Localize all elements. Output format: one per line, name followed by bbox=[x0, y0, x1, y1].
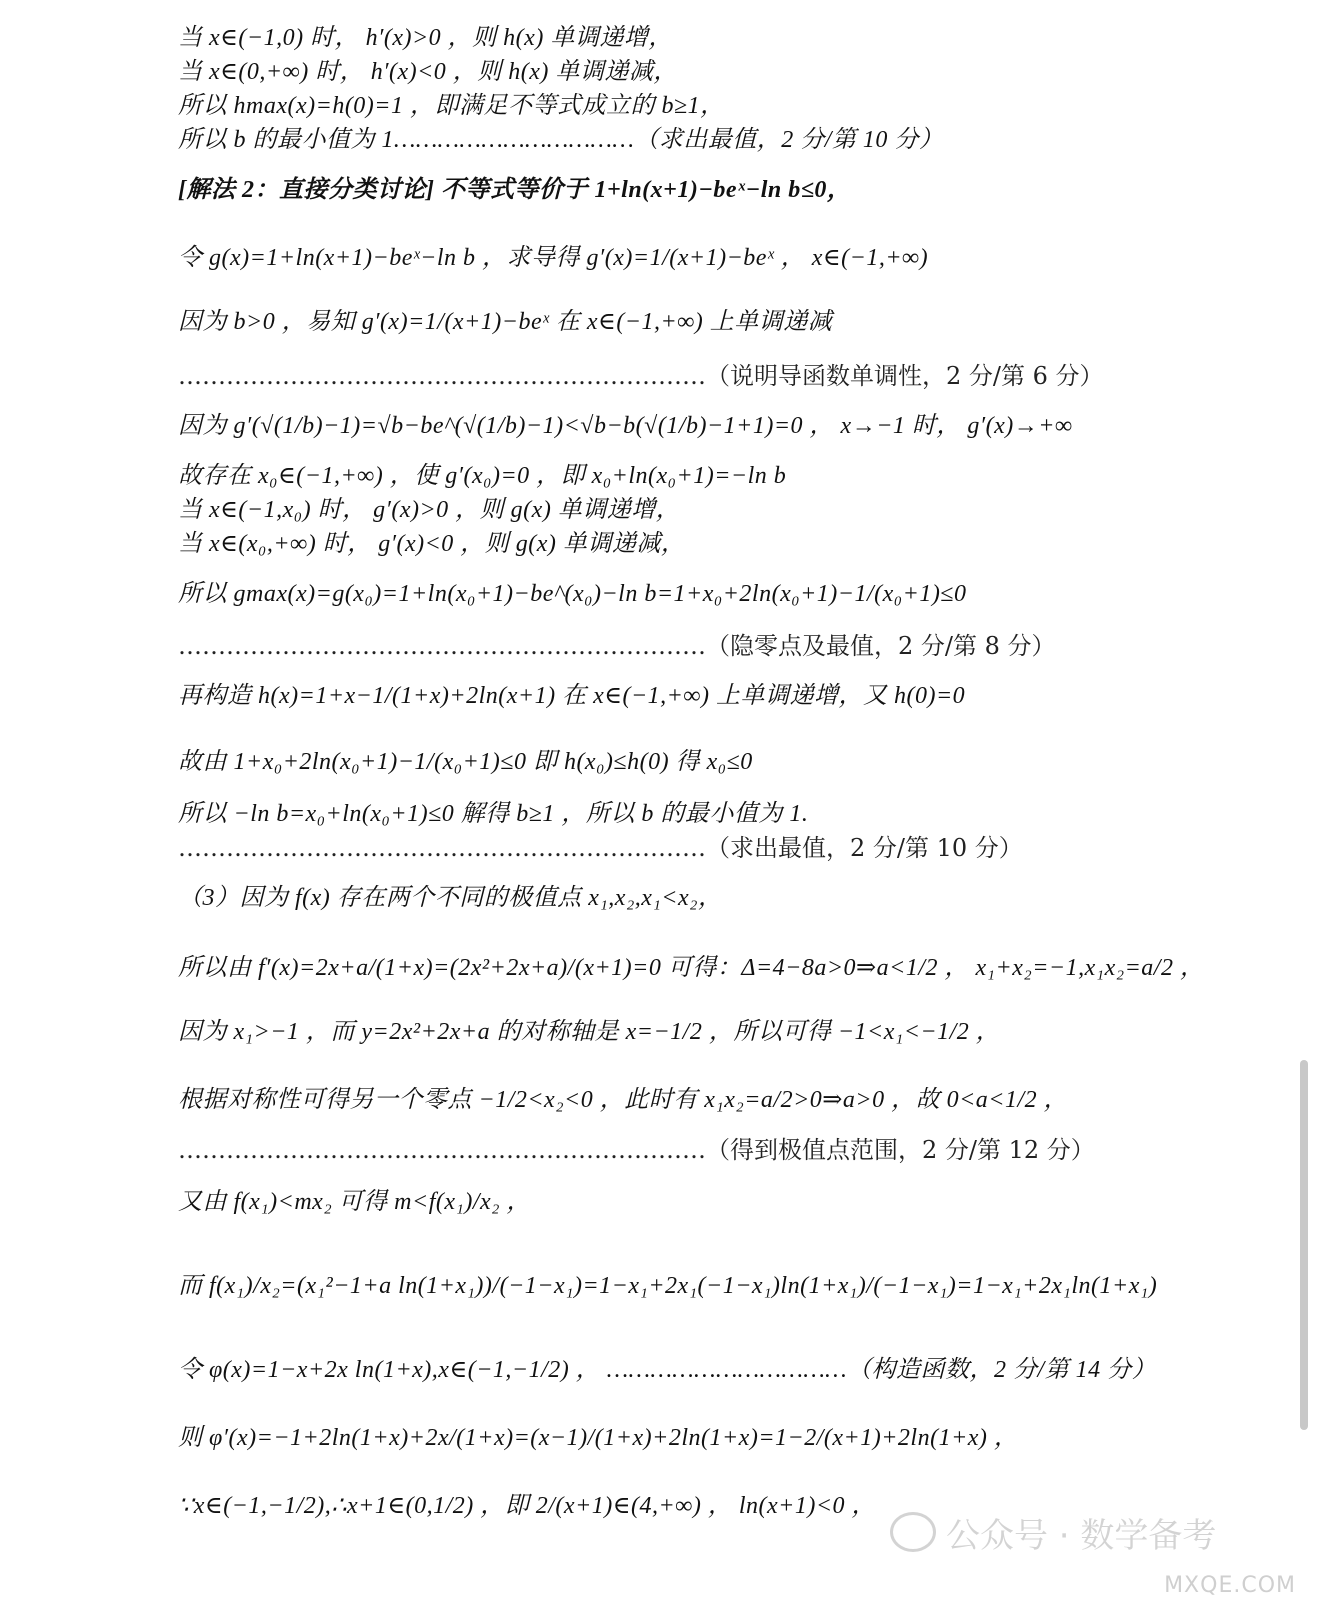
score-line-6: …………………………………………………………（说明导函数单调性，2 分/第 6 分） bbox=[178, 362, 1104, 390]
text-line-26: 令 φ(x)=1−x+2x ln(1+x),x∈(−1,−1/2) ， ……………………………（构造函数，2 分/第 14 分） bbox=[178, 1357, 1157, 1383]
text-line-2: 当 x∈(0,+∞) 时， h′(x)<0 ，则 h(x) 单调递减， bbox=[178, 59, 678, 85]
text-line-21: 因为 x₁>−1 ，而 y=2x²+2x+a 的对称轴是 x=−1/2 ，所以可得 −1<x₁<−1/2 ， bbox=[178, 1019, 1001, 1045]
score-line-10: …………………………………………………………（求出最值，2 分/第 10 分） bbox=[178, 834, 1023, 862]
watermark bbox=[890, 1500, 1290, 1564]
watermark-text: 公众号 · 数学备考 bbox=[946, 1515, 1217, 1556]
text-line-28: ∵x∈(−1,−1/2),∴x+1∈(0,1/2) ，即 2/(x+1)∈(4,+∞) ， ln(x+1)<0 ， bbox=[178, 1493, 877, 1519]
text-line-9: 因为 g′(√(1/b)−1)=√b−be^(√(1/b)−1)<√b−b(√(1/b)−1+1)=0 ， x→−1 时， g′(x)→+∞ bbox=[178, 413, 1073, 439]
text-line-17: 所以 −ln b=x₀+ln(x₀+1)≤0 解得 b≥1 ，所以 b 的最小值为 1. bbox=[178, 801, 809, 827]
text-line-27: 则 φ′(x)=−1+2ln(1+x)+2x/(1+x)=(x−1)/(1+x)+2ln(1+x)=1−2/(x+1)+2ln(1+x) ， bbox=[178, 1425, 1019, 1451]
text-line-1: 当 x∈(−1,0) 时， h′(x)>0 ，则 h(x) 单调递增， bbox=[178, 25, 673, 51]
text-line-16: 故由 1+x₀+2ln(x₀+1)−1/(x₀+1)≤0 即 h(x₀)≤h(0) 得 x₀≤0 bbox=[178, 749, 753, 775]
text-line-3: 所以 hmax(x)=h(0)=1 ，即满足不等式成立的 b≥1， bbox=[178, 93, 725, 119]
text-line-22: 根据对称性可得另一个零点 −1/2<x₂<0 ，此时有 x₁x₂=a/2>0⇒a>0 ，故 0<a<1/2 ， bbox=[178, 1087, 1069, 1113]
text-line-24: 又由 f(x₁)<mx₂ 可得 m<f(x₁)/x₂ ， bbox=[178, 1189, 532, 1215]
vertical-scrollbar[interactable] bbox=[1300, 1060, 1308, 1430]
text-line-4: 所以 b 的最小值为 1……………………………（求出最值，2 分/第 10 分） bbox=[178, 127, 944, 153]
score-line-12: …………………………………………………………（得到极值点范围，2 分/第 12 分） bbox=[178, 1136, 1095, 1164]
part-3-heading: （3）因为 f(x) 存在两个不同的极值点 x₁,x₂,x₁<x₂， bbox=[178, 885, 723, 911]
watermark-site: MXQE.COM bbox=[1164, 1573, 1296, 1598]
text-line-6: 令 g(x)=1+ln(x+1)−beˣ−ln b ，求导得 g′(x)=1/(x+1)−beˣ ， x∈(−1,+∞) bbox=[178, 245, 929, 271]
text-line-20: 所以由 f′(x)=2x+a/(1+x)=(2x²+2x+a)/(x+1)=0 可得：Δ=4−8a>0⇒a<1/2 ， x₁+x₂=−1,x₁x₂=a/2 ， bbox=[178, 955, 1205, 981]
text-line-25: 而 f(x₁)/x₂=(x₁²−1+a ln(1+x₁))/(−1−x₁)=1−x₁+2x₁(−1−x₁)ln(1+x₁)/(−1−x₁)=1−x₁+2x₁ln(1+x₁) bbox=[178, 1273, 1158, 1299]
text-line-11: 当 x∈(−1,x₀) 时， g′(x)>0 ，则 g(x) 单调递增， bbox=[178, 497, 681, 523]
text-line-15: 再构造 h(x)=1+x−1/(1+x)+2ln(x+1) 在 x∈(−1,+∞) 上单调递增，又 h(0)=0 bbox=[178, 683, 966, 709]
score-line-8: …………………………………………………………（隐零点及最值，2 分/第 8 分） bbox=[178, 632, 1056, 660]
wechat-icon bbox=[890, 1512, 936, 1552]
text-line-13: 所以 gmax(x)=g(x₀)=1+ln(x₀+1)−be^(x₀)−ln b=1+x₀+2ln(x₀+1)−1/(x₀+1)≤0 bbox=[178, 581, 967, 607]
text-line-12: 当 x∈(x₀,+∞) 时， g′(x)<0 ，则 g(x) 单调递减， bbox=[178, 531, 686, 557]
text-line-10: 故存在 x₀∈(−1,+∞) ，使 g′(x₀)=0 ，即 x₀+ln(x₀+1)=−ln b bbox=[178, 463, 787, 489]
solution-2-heading: [解法 2：直接分类讨论] 不等式等价于 1+ln(x+1)−beˣ−ln b≤0， bbox=[178, 177, 852, 203]
text-line-7: 因为 b>0 ，易知 g′(x)=1/(x+1)−beˣ 在 x∈(−1,+∞) 上单调递减 bbox=[178, 309, 833, 335]
